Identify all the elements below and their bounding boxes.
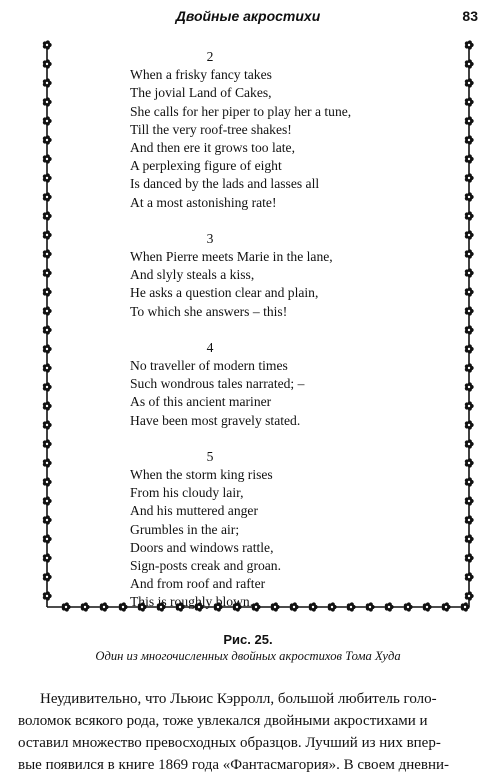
flower-ornament-icon (465, 496, 474, 505)
poem-line: Grumbles in the air; (130, 521, 240, 537)
flower-ornament-icon (465, 154, 474, 163)
flower-ornament-icon (43, 420, 52, 429)
flower-ornament-icon (43, 40, 52, 49)
flower-ornament-icon (465, 420, 474, 429)
poem-line: From his cloudy lair, (130, 485, 244, 501)
figure-description: Один из многочисленных двойных акростихов Тома Худа (95, 649, 401, 663)
stanza (130, 230, 430, 321)
body-paragraph (18, 688, 480, 776)
flower-ornament-icon (465, 173, 474, 182)
poem-line: To which she answers – this! (130, 303, 288, 319)
flower-ornament-icon (43, 135, 52, 144)
flower-ornament-icon (465, 591, 474, 600)
flower-ornament-icon (43, 154, 52, 163)
flower-ornament-icon (43, 192, 52, 201)
flower-ornament-icon (43, 306, 52, 315)
body-line: вые появился в книге 1869 года «Фантасмагория». В своем дневни- (18, 757, 450, 773)
figure-caption (0, 632, 496, 664)
stanza (130, 448, 430, 612)
flower-ornament-icon (465, 325, 474, 334)
poem-line: A perplexing figure of eight (130, 158, 282, 174)
flower-ornament-icon (465, 230, 474, 239)
flower-ornament-icon (43, 553, 52, 562)
page-number: 83 (462, 8, 478, 24)
poem-line: When a frisky fancy takes (130, 67, 272, 83)
poem-line: Doors and windows rattle, (130, 539, 274, 555)
poem-line: When Pierre meets Marie in the lane, (130, 249, 333, 265)
flower-ornament-icon (43, 496, 52, 505)
flower-ornament-icon (43, 97, 52, 106)
stanza-number: 3 (206, 230, 214, 246)
flower-ornament-icon (465, 439, 474, 448)
flower-ornament-icon (465, 363, 474, 372)
flower-ornament-icon (81, 602, 90, 611)
running-title: Двойные акростихи (175, 8, 321, 24)
flower-ornament-icon (465, 515, 474, 524)
poem-line: Have been most gravely stated. (130, 412, 301, 428)
flower-ornament-icon (465, 40, 474, 49)
flower-ornament-icon (465, 401, 474, 410)
flower-ornament-icon (442, 602, 451, 611)
flower-ornament-icon (62, 602, 71, 611)
flower-ornament-icon (43, 287, 52, 296)
stanza (130, 48, 430, 212)
flower-ornament-icon (119, 602, 128, 611)
flower-ornament-icon (465, 458, 474, 467)
poem-line: She calls for her piper to play her a tune, (130, 103, 352, 119)
flower-ornament-icon (465, 477, 474, 486)
flower-ornament-icon (43, 59, 52, 68)
body-line: оставил множество превосходных образцов. Лучший из них впер- (18, 735, 441, 751)
flower-ornament-icon (43, 572, 52, 581)
poem-line: And his muttered anger (130, 503, 258, 519)
flower-ornament-icon (465, 287, 474, 296)
flower-ornament-icon (43, 78, 52, 87)
flower-ornament-icon (465, 135, 474, 144)
poem-line: As of this ancient mariner (130, 394, 272, 410)
body-line: Неудивительно, что Льюис Кэрролл, большой любитель голо- (40, 691, 437, 707)
flower-ornament-icon (43, 401, 52, 410)
flower-ornament-icon (465, 268, 474, 277)
flower-ornament-icon (43, 363, 52, 372)
flower-ornament-icon (43, 477, 52, 486)
flower-ornament-icon (43, 116, 52, 125)
flower-ornament-icon (43, 382, 52, 391)
flower-ornament-icon (465, 192, 474, 201)
stanza-number: 4 (206, 339, 214, 355)
stanza-number: 2 (206, 49, 214, 64)
poem-line: And from roof and rafter (130, 576, 266, 592)
stanza-number: 5 (206, 448, 214, 464)
stanza (130, 339, 430, 430)
poem-line: He asks a question clear and plain, (130, 285, 319, 301)
flower-ornament-icon (465, 78, 474, 87)
flower-ornament-icon (43, 173, 52, 182)
flower-ornament-icon (100, 602, 109, 611)
flower-ornament-icon (465, 572, 474, 581)
flower-ornament-icon (43, 534, 52, 543)
poem-line: And slyly steals a kiss, (130, 267, 255, 283)
flower-ornament-icon (43, 249, 52, 258)
flower-ornament-icon (43, 515, 52, 524)
flower-ornament-icon (465, 211, 474, 220)
flower-ornament-icon (465, 534, 474, 543)
poem-line: At a most astonishing rate! (130, 194, 277, 210)
figure-label: Рис. 25. (223, 632, 273, 647)
flower-ornament-icon (465, 116, 474, 125)
poem-line: No traveller of modern times (130, 358, 288, 374)
flower-ornament-icon (43, 268, 52, 277)
flower-ornament-icon (465, 382, 474, 391)
poem-line: Till the very roof-tree shakes! (130, 121, 292, 137)
flower-ornament-icon (465, 553, 474, 562)
flower-ornament-icon (465, 344, 474, 353)
poem-line: Such wondrous tales narrated; – (130, 376, 305, 392)
body-line: воломок всякого рода, тоже увлекался двойными акростихами и (18, 713, 428, 729)
running-header (0, 8, 496, 30)
flower-ornament-icon (43, 591, 52, 600)
poem-line: This is roughly blown. (130, 594, 254, 610)
flower-ornament-icon (465, 249, 474, 258)
flower-ornament-icon (43, 458, 52, 467)
poem-line: When the storm king rises (130, 467, 273, 483)
flower-ornament-icon (43, 211, 52, 220)
flower-ornament-icon (465, 97, 474, 106)
poem-line: Sign-posts creak and groan. (130, 558, 282, 574)
poem-line: The jovial Land of Cakes, (130, 85, 272, 101)
flower-ornament-icon (43, 344, 52, 353)
flower-ornament-icon (43, 439, 52, 448)
poem-line: Is danced by the lads and lasses all (130, 176, 320, 192)
flower-ornament-icon (465, 306, 474, 315)
flower-ornament-icon (43, 325, 52, 334)
poem-line: And then ere it grows too late, (130, 140, 295, 156)
flower-ornament-icon (465, 59, 474, 68)
poem (130, 48, 430, 612)
flower-ornament-icon (43, 230, 52, 239)
